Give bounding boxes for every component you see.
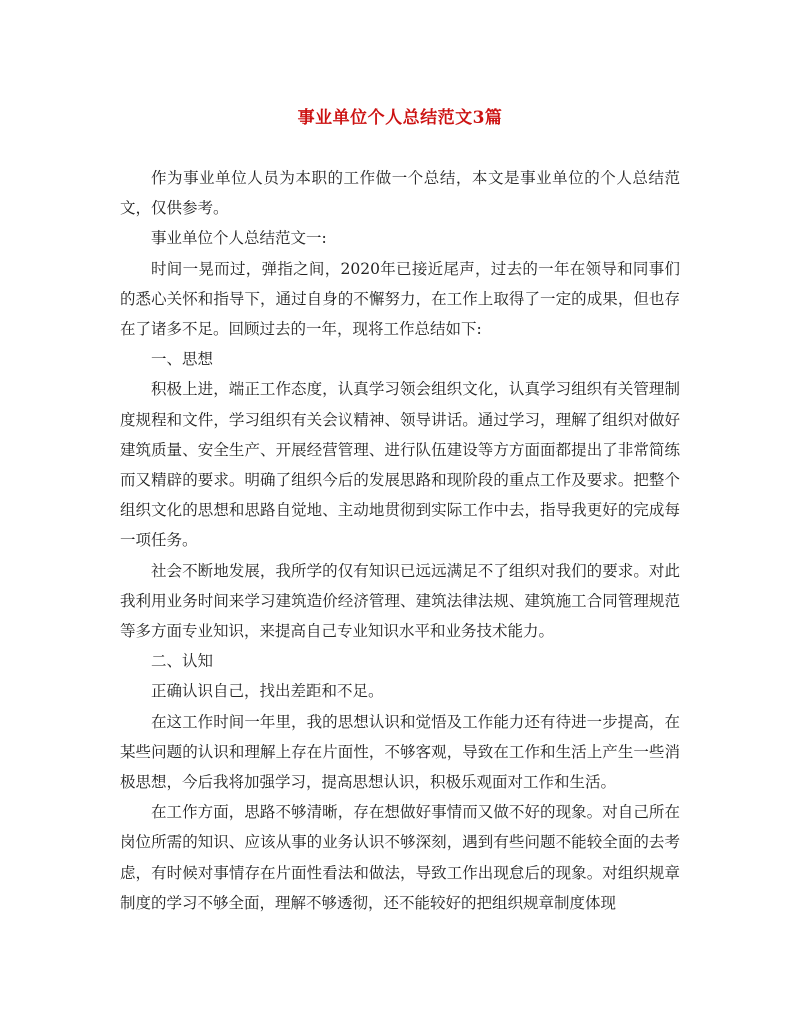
- paragraph-improvement: 在这工作时间一年里，我的思想认识和觉悟及工作能力还有待进一步提高，在某些问题的认识和理解上存在片面性，不够客观，导致在工作和生活上产生一些消极思想，今后我将加强学习，提高思想认识，积极乐观面对工作和生活。: [120, 712, 680, 792]
- paragraph-overview: 时间一晃而过，弹指之间，2020年已接近尾声，过去的一年在领导和同事们的悉心关怀和指导下，通过自身的不懈努力，在工作上取得了一定的成果，但也存在了诸多不足。回顾过去的一年，现将工作总结如下:: [120, 259, 680, 339]
- document-title: 事业单位个人总结范文3篇: [297, 108, 503, 128]
- paragraph-section-heading: 事业单位个人总结范文一:: [151, 229, 327, 248]
- heading-thought: 一、思想: [151, 350, 214, 369]
- heading-cognition: 二、认知: [151, 652, 214, 671]
- document-body: [120, 163, 680, 918]
- paragraph-thought: 积极上进，端正工作态度，认真学习领会组织文化，认真学习组织有关管理制度规程和文件，学习组织有关会议精神、领导讲话。通过学习，理解了组织对做好建筑质量、安全生产、开展经营管理、进行队伍建设等方方面面都提出了非常简练而又精辟的要求。明确了组织今后的发展思路和现阶段的重点工作及要求。把整个组织文化的思想和思路自觉地、主动地贯彻到实际工作中去，指导我更好的完成每一项任务。: [120, 380, 680, 550]
- paragraph-intro: 作为事业单位人员为本职的工作做一个总结，本文是事业单位的个人总结范文，仅供参考。: [120, 169, 680, 218]
- paragraph-self-awareness: 正确认识自己，找出差距和不足。: [151, 682, 384, 701]
- paragraph-work-aspect: 在工作方面，思路不够清晰，存在想做好事情而又做不好的现象。对自己所在岗位所需的知识、应该从事的业务认识不够深刻，遇到有些问题不能较全面的去考虑，有时候对事情存在片面性看法和做法，导致工作出现怠后的现象。对组织规章制度的学习不够全面，理解不够透彻，还不能较好的把组织规章制度体现: [120, 803, 680, 912]
- paragraph-learning: 社会不断地发展，我所学的仅有知识已远远满足不了组织对我们的要求。对此我利用业务时间来学习建筑造价经济管理、建筑法律法规、建筑施工合同管理规范等多方面专业知识，来提高自己专业知识水平和业务技术能力。: [120, 561, 680, 641]
